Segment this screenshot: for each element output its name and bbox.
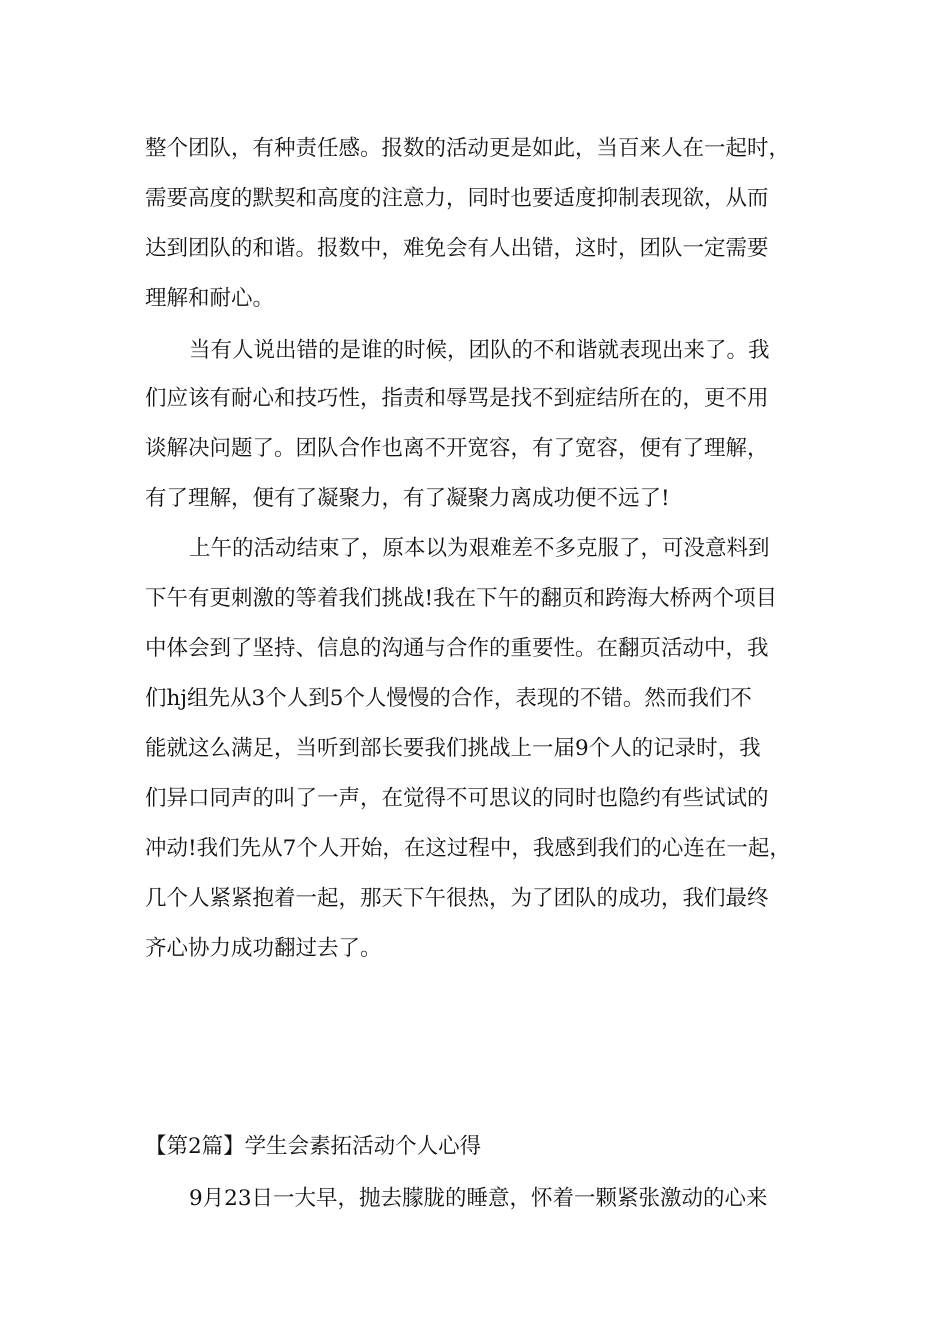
text-line: 理解和耐心。: [145, 286, 275, 311]
text-line: 达到团队的和谐。报数中，难免会有人出错，这时，团队一定需要: [145, 236, 769, 261]
text-line: 需要高度的默契和高度的注意力，同时也要适度抑制表现欲，从而: [145, 186, 769, 211]
text-line: 冲动!我们先从7个人开始，在这过程中，我感到我们的心连在一起，: [145, 836, 791, 861]
text-line: 几个人紧紧抱着一起，那天下午很热，为了团队的成功，我们最终: [145, 886, 769, 911]
section-heading: 【第2篇】学生会素拓活动个人心得: [145, 1134, 482, 1159]
text-line: 齐心协力成功翻过去了。: [145, 936, 382, 961]
text-line: 中体会到了坚持、信息的沟通与合作的重要性。在翻页活动中，我: [145, 636, 769, 661]
text-line: 谈解决问题了。团队合作也离不开宽容，有了宽容，便有了理解，: [145, 436, 769, 461]
text-line: 们应该有耐心和技巧性，指责和辱骂是找不到症结所在的，更不用: [145, 386, 769, 411]
paragraph-first-line: 当有人说出错的是谁的时候，团队的不和谐就表现出来了。我: [189, 338, 770, 363]
paragraph-first-line: 9月23日一大早，抛去朦胧的睡意，怀着一颗紧张激动的心来: [189, 1186, 768, 1211]
text-line: 整个团队，有种责任感。报数的活动更是如此，当百来人在一起时，: [145, 136, 791, 161]
paragraph-first-line: 上午的活动结束了，原本以为艰难差不多克服了，可没意料到: [189, 536, 770, 561]
text-line: 们hj组先从3个人到5个人慢慢的合作，表现的不错。然而我们不: [145, 686, 752, 711]
text-line: 有了理解，便有了凝聚力，有了凝聚力离成功便不远了!: [145, 486, 670, 511]
text-line: 下午有更刺激的等着我们挑战!我在下午的翻页和跨海大桥两个项目: [145, 586, 778, 611]
text-line: 能就这么满足，当听到部长要我们挑战上一届9个人的记录时，我: [145, 736, 761, 761]
text-line: 们异口同声的叫了一声，在觉得不可思议的同时也隐约有些试试的: [145, 786, 769, 811]
